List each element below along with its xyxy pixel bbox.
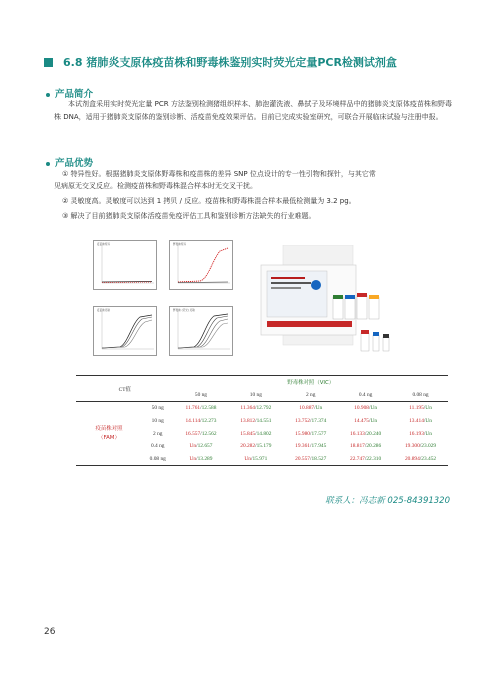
title-square-icon [44, 58, 53, 67]
table-cell: 10.887/Un [299, 405, 323, 412]
section-title-text: 6.8 猪肺炎支原体疫苗株和野毒株鉴别实时荧光定量PCR检测试剂盒 [63, 56, 397, 69]
amplification-plot-3 [93, 306, 157, 356]
plot-1-curves [94, 241, 156, 289]
amplification-plot-4 [169, 306, 233, 356]
table-cell: 13.752/17.374 [295, 418, 327, 425]
contact-info: 联系人：冯志新 025-84391320 [325, 496, 450, 506]
table-row [76, 402, 448, 415]
col-header: 0.08 ng [412, 391, 429, 398]
advantage-line-2: 见病原无交叉反应。检测疫苗株和野毒株混合样本时无交叉干扰。 [54, 182, 257, 190]
row-label: 0.4 ng [151, 443, 165, 450]
section-title [44, 54, 397, 70]
row-label: 0.08 ng [149, 455, 166, 462]
amplification-plot-1 [93, 240, 157, 290]
plot-2-title: 野毒株特异 [173, 243, 186, 246]
table-cell: 11.195/Un [409, 405, 432, 412]
table-cell: 19.361/17.945 [295, 443, 327, 450]
table-cell: 14.114/12.273 [185, 418, 217, 425]
table-cell: 16.193/Un [409, 430, 432, 437]
table-cell: 22.747/22.310 [350, 455, 382, 462]
plot-3-title: 疫苗株灵敏 [97, 309, 110, 312]
plot-1-title: 疫苗株特异 [97, 243, 110, 246]
product-figure [93, 240, 408, 365]
table-cell: 16.557/12.562 [185, 430, 217, 437]
table-cell: 16.133/20.240 [350, 430, 382, 437]
plot-2-curves [170, 241, 232, 289]
table-cell: 13.414/Un [409, 418, 432, 425]
intro-text: 本试剂盒采用实时荧光定量 PCR 方法鉴别检测猪组织样本、肺泡灌洗液、鼻拭子及环境样品中的猪肺炎支原体疫苗株和野毒株 DNA，适用于猪肺炎支原体的鉴别诊断、活疫苗免疫效果评估。目前已完成实验室研究，可联合开展临床试验与注册申报。 [54, 100, 452, 121]
row-label: 10 ng [151, 418, 164, 425]
wild-strain-header: 野毒株对照（VIC） [287, 380, 335, 387]
col-header: 2 ng [306, 391, 316, 398]
table-cell: 15.980/17.577 [295, 430, 327, 437]
table-cell: Un/12.657 [189, 443, 213, 450]
bullet-dot-icon [46, 162, 50, 166]
table-cell: 20.894/23.452 [404, 455, 437, 462]
advantages-heading: 产品优势 [46, 155, 93, 169]
col-header: 10 ng [249, 391, 262, 398]
advantage-line-4: ③ 解决了目前猪肺炎支原体活疫苗免疫评估工具和鉴别诊断方法缺失的行业难题。 [62, 212, 316, 220]
advantage-line-1: ① 特异性好。根据猪肺炎支原体野毒株和疫苗株的差异 SNP 位点设计的专一性引物和探针，与其它常 [62, 170, 376, 178]
table-cell: 15.845/14.802 [240, 430, 272, 437]
amplification-plot-2 [169, 240, 233, 290]
table-cell: 11.364/12.792 [240, 405, 272, 412]
advantage-line-3: ② 灵敏度高。灵敏度可以达到 1 拷贝 / 反应。疫苗株和野毒株混合样本最低检测量为 3.2 pg。 [62, 197, 356, 205]
table-cell: Un/15.971 [244, 455, 268, 462]
plot-3-curves [94, 307, 156, 355]
intro-paragraph [54, 98, 452, 123]
ct-value-table [76, 375, 448, 466]
table-cell: 20.282/15.179 [240, 443, 272, 450]
table-cell: 13.812/14.551 [240, 418, 272, 425]
test-kit-photo [253, 245, 408, 365]
table-cell: 18.817/20.286 [350, 443, 382, 450]
vaccine-strain-label: 疫苗株对照 （FAM） [95, 425, 123, 441]
table-cell: 20.557/18.527 [295, 455, 327, 462]
row-label: 50 ng [151, 405, 164, 412]
table-cell: Un/13.289 [189, 455, 213, 462]
intro-heading: 产品简介 [46, 86, 93, 100]
table-cell: 10.908/Un [354, 405, 378, 412]
table-cell: 19.300/23.029 [404, 443, 437, 450]
page-number: 26 [44, 627, 56, 637]
bullet-dot-icon [46, 93, 50, 97]
col-header: 50 ng [194, 391, 208, 398]
table-cell: 11.761/12.588 [185, 405, 217, 412]
plot-4-curves [170, 307, 232, 355]
col-header: 0.4 ng [358, 391, 373, 398]
table-cell: 14.475/Un [354, 418, 378, 425]
row-label: 2 ng [153, 430, 163, 437]
ct-label: CT值 [118, 386, 131, 393]
plot-4-title: 野毒株 (荧光) 灵敏 [173, 309, 195, 312]
